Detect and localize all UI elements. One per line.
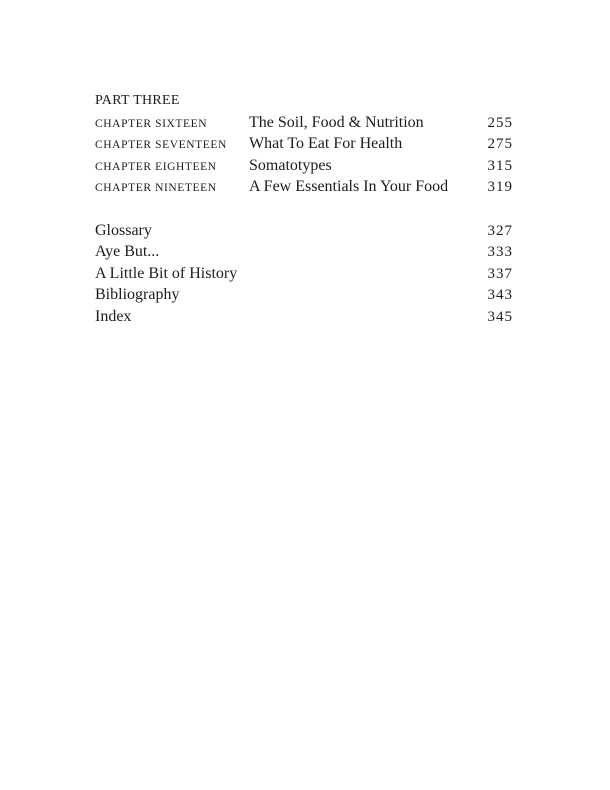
chapter-title: The Soil, Food & Nutrition xyxy=(249,114,424,131)
back-matter-row xyxy=(0,286,610,308)
page-number: 345 xyxy=(487,309,513,325)
back-matter-title: Bibliography xyxy=(95,286,180,303)
back-matter-row xyxy=(0,222,610,244)
back-matter-row xyxy=(0,308,610,330)
page-number: 315 xyxy=(487,158,513,174)
page-number: 319 xyxy=(487,179,513,195)
chapter-label: CHAPTER SEVENTEEN xyxy=(95,139,227,151)
chapter-label: CHAPTER EIGHTEEN xyxy=(95,161,217,173)
chapter-label: CHAPTER SIXTEEN xyxy=(95,118,208,130)
chapter-title: What To Eat For Health xyxy=(249,135,403,152)
page-number: 275 xyxy=(487,136,513,152)
chapter-title: Somatotypes xyxy=(249,157,332,174)
page-number: 333 xyxy=(487,244,513,260)
page-number: 337 xyxy=(487,266,513,282)
back-matter-title: A Little Bit of History xyxy=(95,265,238,282)
page-number: 327 xyxy=(487,223,513,239)
page-number: 343 xyxy=(487,287,513,303)
part-heading: PART THREE xyxy=(95,93,180,108)
chapter-row xyxy=(0,135,610,157)
chapter-row xyxy=(0,114,610,136)
page-number: 255 xyxy=(487,115,513,131)
back-matter-title: Glossary xyxy=(95,222,152,239)
back-matter-row xyxy=(0,243,610,265)
chapter-row xyxy=(0,157,610,179)
back-matter-title: Aye But... xyxy=(95,243,160,260)
chapter-title: A Few Essentials In Your Food xyxy=(249,178,449,195)
back-matter-row xyxy=(0,265,610,287)
chapter-row xyxy=(0,178,610,200)
chapter-label: CHAPTER NINETEEN xyxy=(95,182,217,194)
back-matter-title: Index xyxy=(95,308,132,325)
